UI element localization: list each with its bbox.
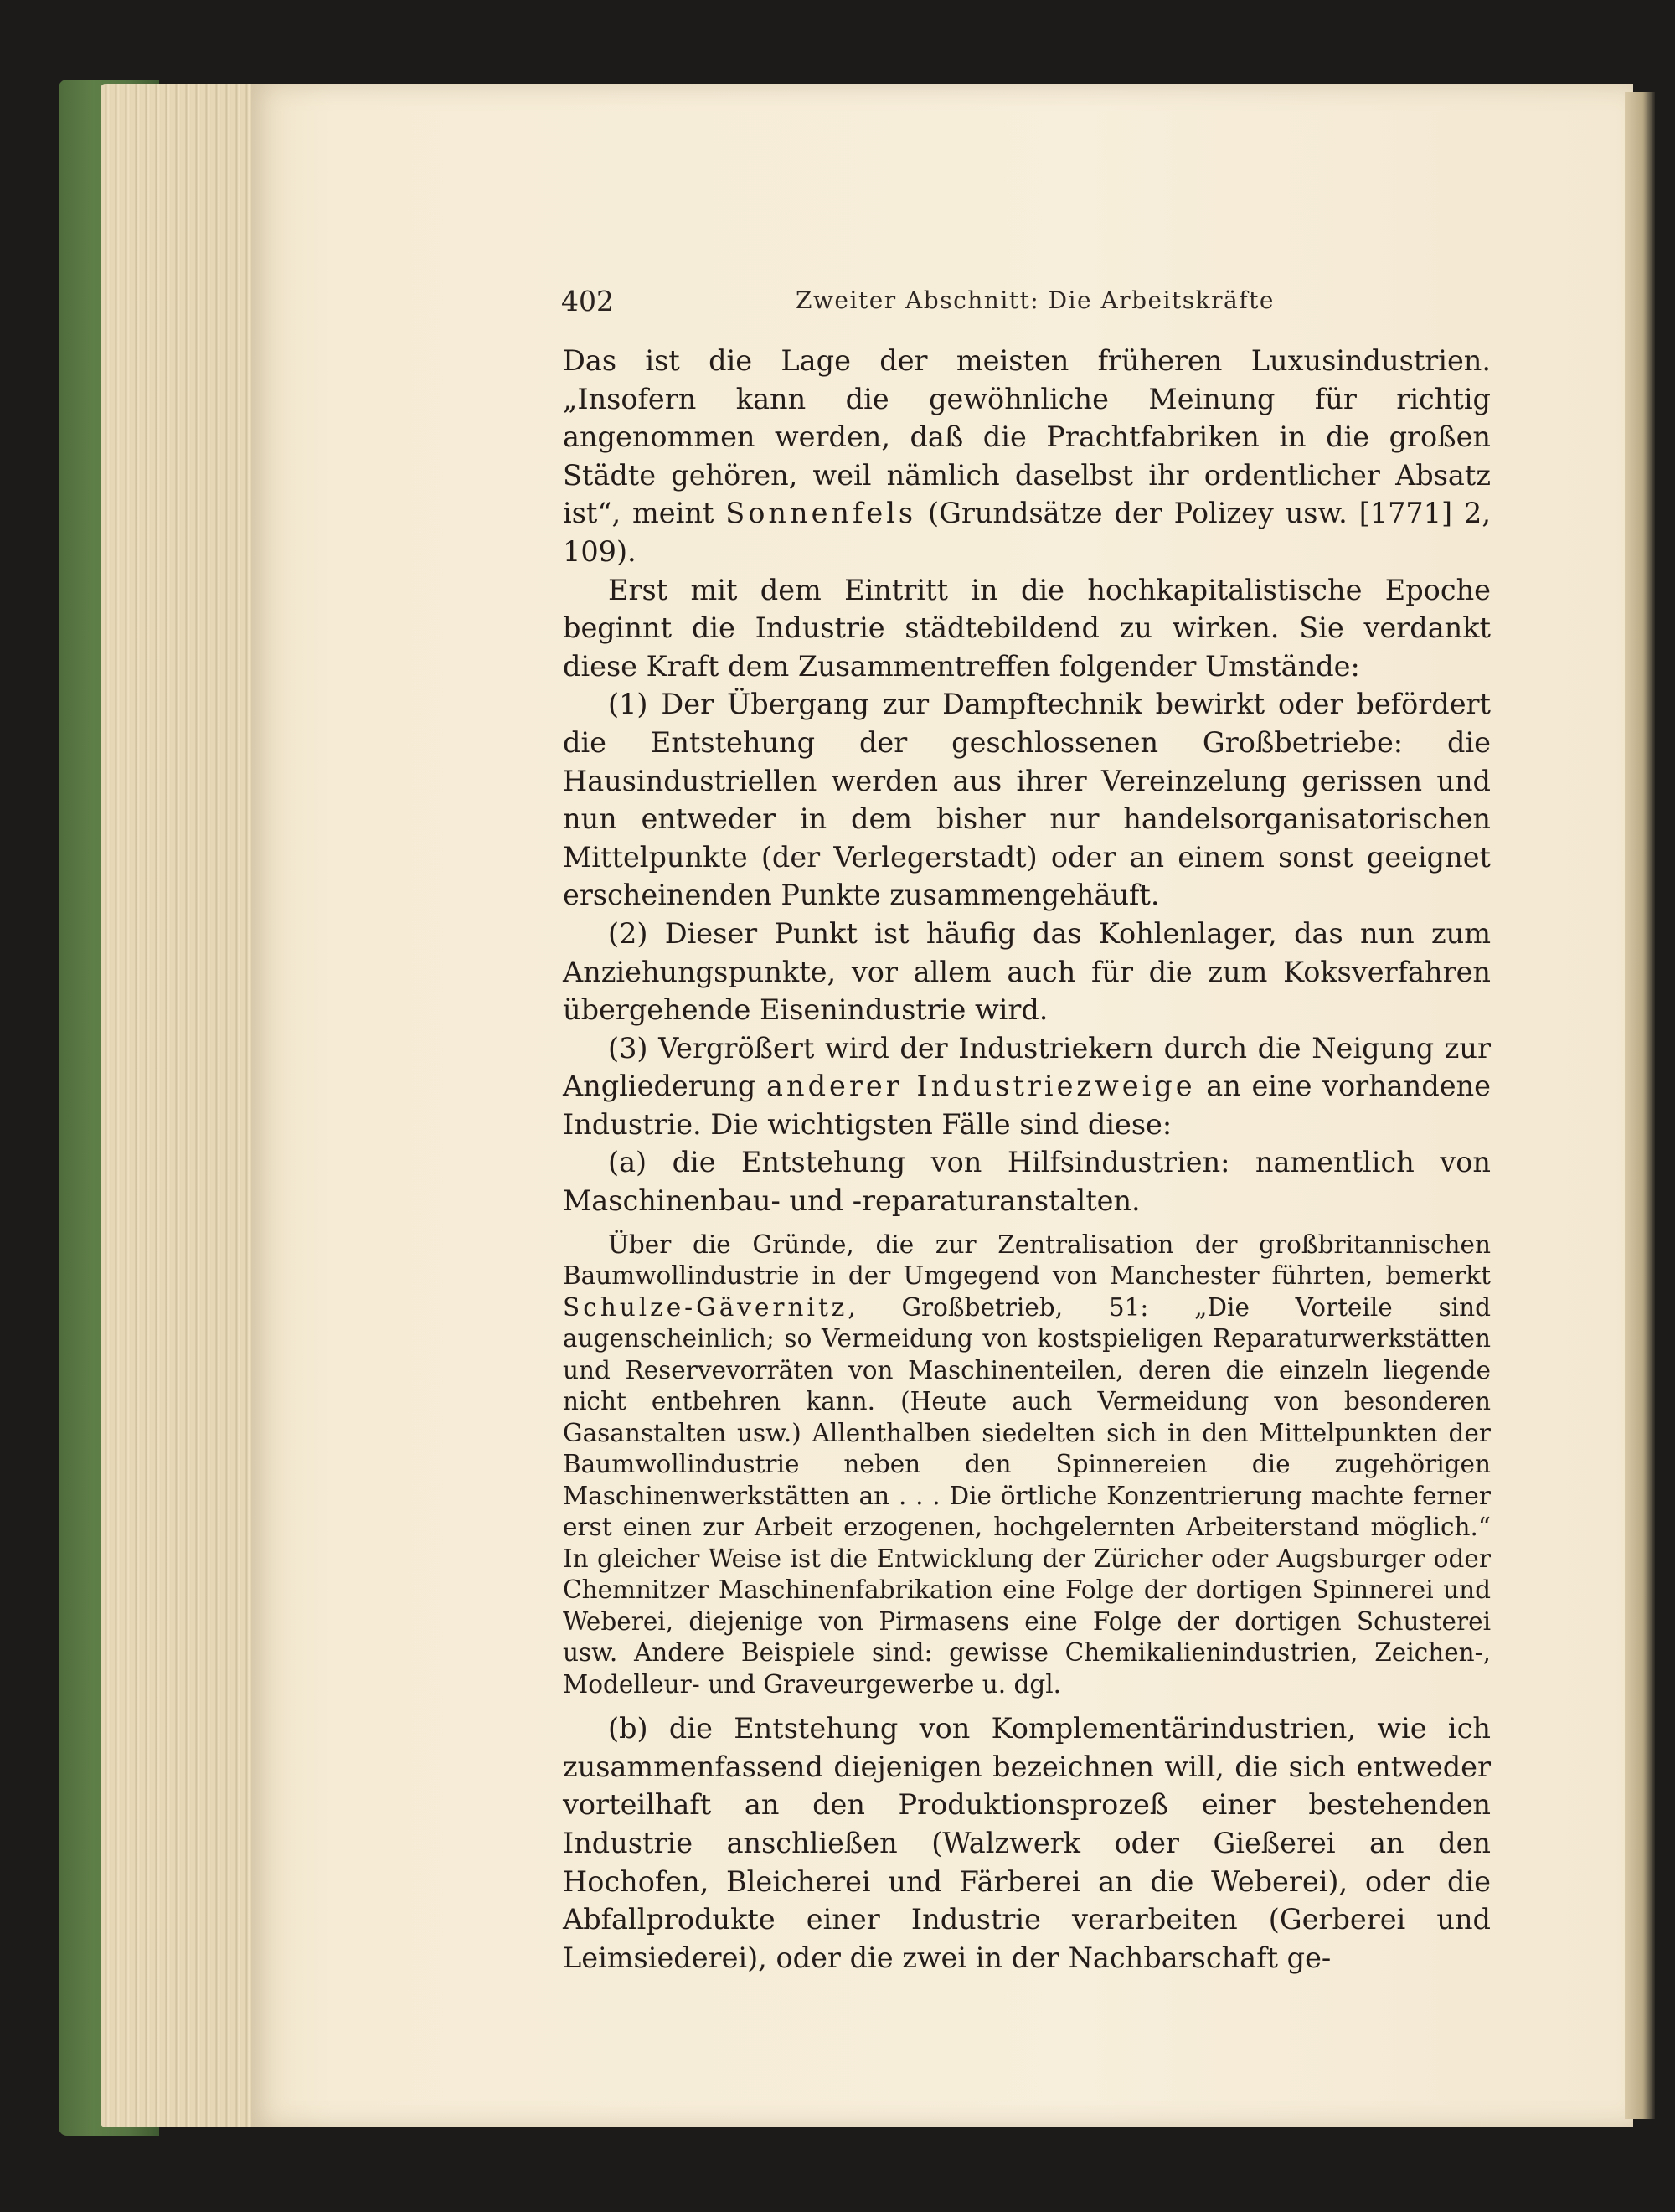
paragraph-item-3 bbox=[563, 1029, 1491, 1144]
paragraph-2: Erst mit dem Eintritt in die hochkapitalistische Epoche beginnt die Industrie städtebildend zu wirken. Sie verdankt diese Kraft dem Zusammentreffen folgender Umstände: bbox=[563, 573, 1491, 683]
page-number: 402 bbox=[561, 285, 614, 317]
paragraph-item-b: (b) die Entstehung von Komplementärindustrien, wie ich zusammenfassend diejenigen bezeichnen will, die sich entweder vorteilhaft an den Produktionsprozeß einer bestehenden Industrie anschließen (Walzwerk oder Gießerei an den Hochofen, Bleicherei und Färberei an die Weberei), oder die Abfallprodukte einer Industrie verarbeiten (Gerberei und Leimsiederei), oder die zwei in der Nachbarschaft ge- bbox=[563, 1712, 1491, 1974]
running-head: Zweiter Abschnitt: Die Arbeitskräfte bbox=[796, 286, 1275, 314]
author-name-sonnenfels: Sonnenfels bbox=[725, 497, 917, 530]
paragraph-item-3-text-b: an eine vorhandene Industrie. Die wichtigsten Fälle sind diese: bbox=[563, 1070, 1491, 1141]
paragraph-item-2: (2) Dieser Punkt ist häufig das Kohlenlager, das nun zum Anziehungspunkte, vor allem auch für die zum Koksverfahren übergehende Eisenindustrie wird. bbox=[563, 916, 1491, 1027]
page-header bbox=[561, 285, 1491, 318]
paragraph-item-1: (1) Der Übergang zur Dampftechnik bewirkt oder befördert die Entstehung der geschlossenen Großbetriebe: die Hausindustriellen werden aus ihrer Vereinzelung gerissen und nun entweder in dem bisher nur handelsorganisatorischen Mittelpunkte (der Verlegerstadt) oder an einem sonst geeignet erscheinenden Punkte zusammengehäuft. bbox=[563, 688, 1491, 912]
facing-page-edge bbox=[1625, 92, 1655, 2119]
emphasis-anderer-industriezweige: anderer Industriezweige bbox=[766, 1070, 1196, 1103]
small-note-text-b: , Großbetrieb, 51: „Die Vorteile sind augenscheinlich; so Vermeidung von kostspieligen Reparaturwerkstätten und Reservevorräten von Maschinenteilen, deren die einzeln liegende nicht entbehren kann. (Heute auch Vermeidung von besonderen Gasanstalten usw.) Allenthalben siedelten sich in den Mittelpunkten der Baumwollindustrie neben den Spinnereien die zugehörigen Maschinenwerkstätten an . . . Die örtliche Konzentrierung machte ferner erst einen zur Arbeit erzogenen, hochgelernten Arbeiterstand möglich.“ In gleicher Weise ist die Entwicklung der Züricher oder Augsburger oder Chemnitzer Maschinenfabrikation eine Folge der dortigen Spinnerei und Weberei, diejenige von Pirmasens eine Folge der dortigen Schusterei usw. Andere Beispiele sind: gewisse Chemikalienindustrien, Zeichen-, Modelleur- und Graveurgewerbe u. dgl. bbox=[563, 1292, 1491, 1699]
paragraph-1-text-a: Das ist die Lage der meisten früheren Luxusindustrien. „Insofern kann die gewöhnliche Meinung für richtig angenommen werden, daß die Prachtfabriken in die großen Städte gehören, weil nämlich daselbst ihr ordentlicher Absatz ist“, meint bbox=[563, 344, 1491, 530]
small-note-text-a: Über die Gründe, die zur Zentralisation der großbritannischen Baumwollindustrie in der Umgegend von Manchester führten, bemerkt bbox=[563, 1230, 1491, 1291]
page-content bbox=[563, 342, 1491, 1977]
paragraph-item-a: (a) die Entstehung von Hilfsindustrien: namentlich von Maschinenbau- und -reparaturanstalten. bbox=[563, 1146, 1491, 1218]
paragraph-item-3-text-a: (3) Vergrößert wird der Industriekern durch die Neigung zur Angliederung bbox=[563, 1031, 1491, 1103]
paragraph-1 bbox=[563, 342, 1491, 571]
paragraph-1-text-b: (Grundsätze der Polizey usw. [1771] 2, 109). bbox=[563, 497, 1491, 568]
small-print-note bbox=[563, 1230, 1491, 1701]
author-name-schulze-gaevernitz: Schulze-Gävernitz bbox=[563, 1292, 848, 1322]
